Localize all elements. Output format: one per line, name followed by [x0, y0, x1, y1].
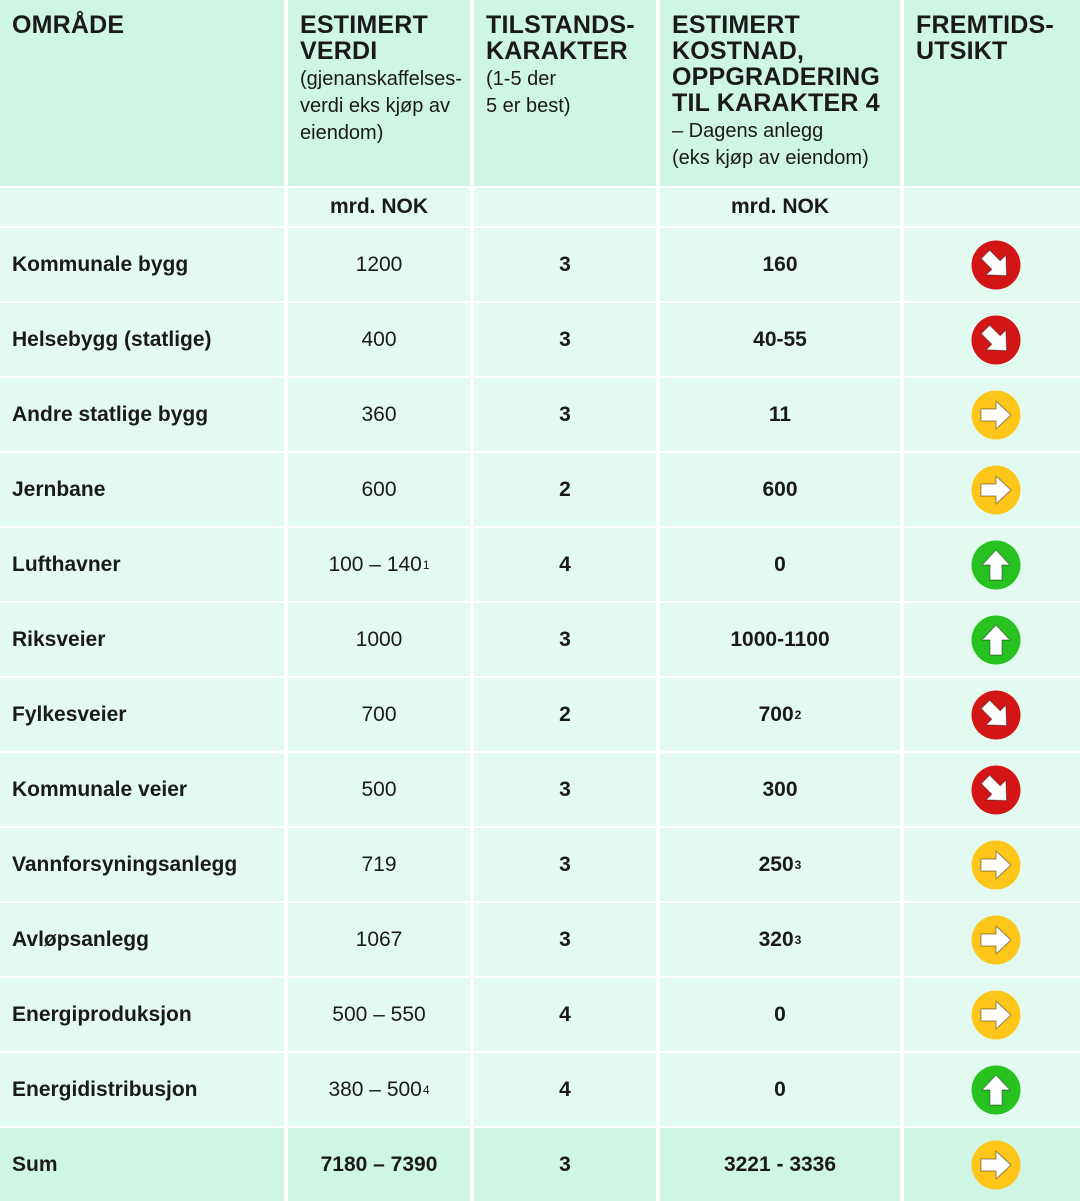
row-outlook: [904, 303, 1080, 376]
header-cost: [660, 0, 900, 186]
sum-outlook: [904, 1128, 1080, 1201]
unit-empty-area: [0, 188, 284, 226]
trend-flat-icon: [971, 840, 1021, 890]
unit-empty-grade: [474, 188, 656, 226]
sum-grade: 3: [474, 1128, 656, 1201]
row-outlook: [904, 528, 1080, 601]
trend-down-icon: [971, 315, 1021, 365]
footnote-marker: 2: [794, 707, 802, 722]
header-value-title: ESTIMERT VERDI: [300, 11, 428, 65]
trend-down-icon: [971, 690, 1021, 740]
row-value: 500: [288, 753, 470, 826]
header-area: [0, 0, 284, 186]
header-value: [288, 0, 470, 186]
row-grade: 3: [474, 228, 656, 301]
row-area: Riksveier: [0, 603, 284, 676]
row-cost: 11: [660, 378, 900, 451]
header-cost-title: ESTIMERT KOSTNAD, OPPGRADERING TIL KARAKTER 4: [672, 11, 880, 117]
row-cost: 160: [660, 228, 900, 301]
unit-value: mrd. NOK: [288, 188, 470, 226]
row-grade: 3: [474, 378, 656, 451]
row-value: 1000: [288, 603, 470, 676]
sum-value: 7180 – 7390: [288, 1128, 470, 1201]
row-area: Avløpsanlegg: [0, 903, 284, 976]
row-area: Andre statlige bygg: [0, 378, 284, 451]
row-grade: 3: [474, 303, 656, 376]
row-value: 400: [288, 303, 470, 376]
row-cost: 40-55: [660, 303, 900, 376]
row-outlook: [904, 378, 1080, 451]
row-area: Fylkesveier: [0, 678, 284, 751]
row-grade: 3: [474, 903, 656, 976]
row-outlook: [904, 453, 1080, 526]
trend-up-icon: [971, 1065, 1021, 1115]
row-grade: 4: [474, 1053, 656, 1126]
row-cost: 0: [660, 1053, 900, 1126]
row-value: 1200: [288, 228, 470, 301]
row-grade: 3: [474, 753, 656, 826]
trend-flat-icon: [971, 390, 1021, 440]
header-outlook-title: FREMTIDS- UTSIKT: [916, 11, 1054, 65]
header-area-title: OMRÅDE: [12, 11, 125, 39]
header-outlook: [904, 0, 1080, 186]
row-outlook: [904, 228, 1080, 301]
row-cost: 320 3: [660, 903, 900, 976]
row-outlook: [904, 903, 1080, 976]
row-value: 719: [288, 828, 470, 901]
row-cost: 1000-1100: [660, 603, 900, 676]
row-outlook: [904, 603, 1080, 676]
footnote-marker: 3: [794, 932, 802, 947]
footnote-marker: 4: [422, 1082, 430, 1097]
row-area: Kommunale veier: [0, 753, 284, 826]
footnote-marker: 1: [422, 557, 430, 572]
header-grade-title: TILSTANDS- KARAKTER: [486, 11, 635, 65]
row-grade: 3: [474, 828, 656, 901]
footnote-marker: 3: [794, 857, 802, 872]
trend-down-icon: [971, 240, 1021, 290]
row-outlook: [904, 1053, 1080, 1126]
row-cost: 0: [660, 978, 900, 1051]
row-value: 360: [288, 378, 470, 451]
row-outlook: [904, 828, 1080, 901]
row-value: 600: [288, 453, 470, 526]
row-value: 700: [288, 678, 470, 751]
unit-cost: mrd. NOK: [660, 188, 900, 226]
row-area: Energidistribusjon: [0, 1053, 284, 1126]
row-area: Energiproduksjon: [0, 978, 284, 1051]
row-value: 500 – 550: [288, 978, 470, 1051]
row-area: Lufthavner: [0, 528, 284, 601]
row-grade: 4: [474, 978, 656, 1051]
row-area: Vannforsyningsanlegg: [0, 828, 284, 901]
trend-flat-icon: [971, 990, 1021, 1040]
sum-area: Sum: [0, 1128, 284, 1201]
row-cost: 300: [660, 753, 900, 826]
row-grade: 3: [474, 603, 656, 676]
header-cost-subtitle: – Dagens anlegg (eks kjøp av eiendom): [672, 120, 869, 169]
row-outlook: [904, 678, 1080, 751]
trend-flat-icon: [971, 915, 1021, 965]
header-grade: [474, 0, 656, 186]
row-cost: 0: [660, 528, 900, 601]
row-value: 100 – 140 1: [288, 528, 470, 601]
row-area: Jernbane: [0, 453, 284, 526]
row-cost: 600: [660, 453, 900, 526]
row-outlook: [904, 978, 1080, 1051]
row-cost: 250 3: [660, 828, 900, 901]
trend-flat-icon: [971, 1140, 1021, 1190]
header-grade-subtitle: (1-5 der 5 er best): [486, 68, 571, 117]
row-value: 1067: [288, 903, 470, 976]
row-cost: 700 2: [660, 678, 900, 751]
sum-cost: 3221 - 3336: [660, 1128, 900, 1201]
row-outlook: [904, 753, 1080, 826]
row-value: 380 – 500 4: [288, 1053, 470, 1126]
row-grade: 2: [474, 453, 656, 526]
header-value-subtitle: (gjenanskaffelses- verdi eks kjøp av eiendom): [300, 68, 462, 144]
trend-down-icon: [971, 765, 1021, 815]
trend-flat-icon: [971, 465, 1021, 515]
trend-up-icon: [971, 615, 1021, 665]
row-grade: 2: [474, 678, 656, 751]
row-area: Kommunale bygg: [0, 228, 284, 301]
row-grade: 4: [474, 528, 656, 601]
unit-empty-outlook: [904, 188, 1080, 226]
row-area: Helsebygg (statlige): [0, 303, 284, 376]
trend-up-icon: [971, 540, 1021, 590]
